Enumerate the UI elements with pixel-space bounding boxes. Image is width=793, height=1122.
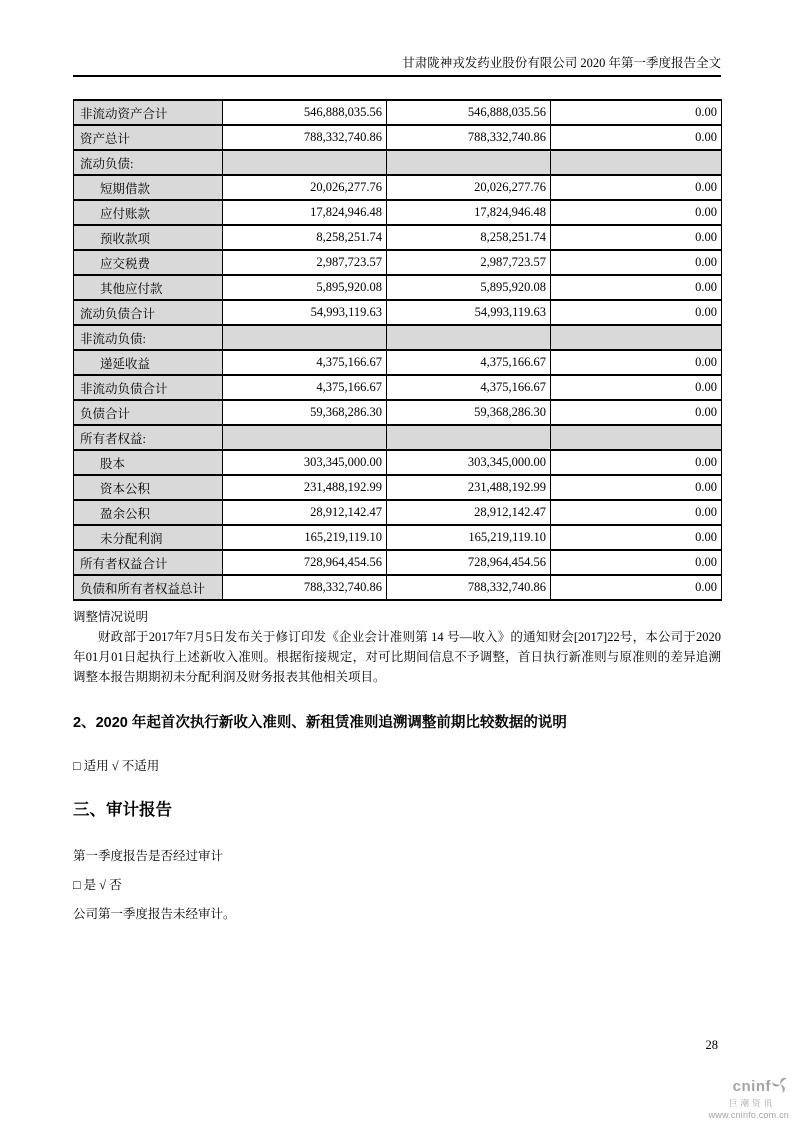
- row-value-2: 2,987,723.57: [387, 250, 551, 275]
- row-label: 其他应付款: [74, 275, 223, 300]
- row-label: 盈余公积: [74, 500, 223, 525]
- row-value-1: 2,987,723.57: [223, 250, 387, 275]
- row-value-2: 5,895,920.08: [387, 275, 551, 300]
- table-row: [74, 525, 722, 550]
- row-value-1: 20,026,277.76: [223, 175, 387, 200]
- row-value-2: 231,488,192.99: [387, 475, 551, 500]
- table-row: [74, 275, 722, 300]
- row-value-2: 54,993,119.63: [387, 300, 551, 325]
- row-value-2: 28,912,142.47: [387, 500, 551, 525]
- row-value-3: 0.00: [551, 550, 722, 575]
- section2-heading: 2、2020 年起首次执行新收入准则、新租赁准则追溯调整前期比较数据的说明: [73, 715, 567, 731]
- section-header-row: [74, 150, 722, 175]
- row-label: 资产总计: [74, 125, 223, 150]
- row-value-2: 788,332,740.86: [387, 575, 551, 600]
- row-value-1: 231,488,192.99: [223, 475, 387, 500]
- row-value-2: 728,964,454.56: [387, 550, 551, 575]
- row-value-2: 59,368,286.30: [387, 400, 551, 425]
- audit-statement: 公司第一季度报告未经审计。: [73, 907, 236, 921]
- row-value-2: [387, 325, 551, 350]
- table-row: [74, 175, 722, 200]
- row-value-3: [551, 425, 722, 450]
- cninfo-logo-row: [709, 1076, 789, 1097]
- row-value-1: 4,375,166.67: [223, 350, 387, 375]
- table-row: [74, 475, 722, 500]
- table-row: [74, 375, 722, 400]
- row-value-1: 728,964,454.56: [223, 550, 387, 575]
- cninfo-swirl-icon: [772, 1076, 789, 1097]
- row-value-1: [223, 325, 387, 350]
- row-value-2: 8,258,251.74: [387, 225, 551, 250]
- table-row: [74, 300, 722, 325]
- adjustment-note-title: 调整情况说明: [73, 610, 149, 624]
- section-header-row: [74, 425, 722, 450]
- row-value-1: 8,258,251.74: [223, 225, 387, 250]
- row-value-3: 0.00: [551, 100, 722, 125]
- row-label: 流动负债:: [74, 150, 223, 175]
- row-label: 资本公积: [74, 475, 223, 500]
- row-value-1: [223, 150, 387, 175]
- row-value-3: 0.00: [551, 375, 722, 400]
- row-value-3: 0.00: [551, 250, 722, 275]
- audit-answer-line: □ 是 √ 否: [73, 878, 122, 892]
- row-value-2: 546,888,035.56: [387, 100, 551, 125]
- row-value-3: 0.00: [551, 125, 722, 150]
- balance-sheet-body: [74, 100, 722, 600]
- page-number: 28: [705, 1038, 718, 1052]
- row-label: 未分配利润: [74, 525, 223, 550]
- section-header-row: [74, 325, 722, 350]
- row-label: 所有者权益合计: [74, 550, 223, 575]
- cninfo-logo: [709, 1076, 789, 1120]
- audit-question: 第一季度报告是否经过审计: [73, 849, 224, 863]
- row-label: 非流动负债:: [74, 325, 223, 350]
- row-label: 应付账款: [74, 200, 223, 225]
- section3-heading: 三、审计报告: [73, 801, 172, 819]
- row-value-1: 788,332,740.86: [223, 125, 387, 150]
- row-value-2: [387, 150, 551, 175]
- row-value-1: 54,993,119.63: [223, 300, 387, 325]
- table-row: [74, 350, 722, 375]
- row-value-1: 546,888,035.56: [223, 100, 387, 125]
- row-value-3: 0.00: [551, 575, 722, 600]
- row-value-3: 0.00: [551, 475, 722, 500]
- row-value-2: 4,375,166.67: [387, 350, 551, 375]
- row-value-1: 303,345,000.00: [223, 450, 387, 475]
- table-row: [74, 450, 722, 475]
- row-label: 负债合计: [74, 400, 223, 425]
- row-value-2: 20,026,277.76: [387, 175, 551, 200]
- table-row: [74, 250, 722, 275]
- row-value-3: 0.00: [551, 275, 722, 300]
- row-value-3: 0.00: [551, 200, 722, 225]
- row-value-1: 59,368,286.30: [223, 400, 387, 425]
- row-label: 流动负债合计: [74, 300, 223, 325]
- row-label: 应交税费: [74, 250, 223, 275]
- row-value-1: 788,332,740.86: [223, 575, 387, 600]
- table-row: [74, 550, 722, 575]
- row-value-2: 788,332,740.86: [387, 125, 551, 150]
- row-value-3: [551, 325, 722, 350]
- row-label: 短期借款: [74, 175, 223, 200]
- row-label: 股本: [74, 450, 223, 475]
- row-value-3: 0.00: [551, 500, 722, 525]
- section2-applicability-line: □ 适用 √ 不适用: [73, 759, 160, 773]
- row-value-1: 28,912,142.47: [223, 500, 387, 525]
- row-value-3: 0.00: [551, 400, 722, 425]
- row-label: 非流动负债合计: [74, 375, 223, 400]
- table-row: [74, 400, 722, 425]
- balance-sheet-table: [73, 99, 722, 601]
- row-label: 预收款项: [74, 225, 223, 250]
- table-row: [74, 225, 722, 250]
- row-value-3: 0.00: [551, 350, 722, 375]
- report-title: 甘肃陇神戎发药业股份有限公司 2020 年第一季度报告全文: [402, 56, 721, 70]
- cninfo-logo-text: cninf: [732, 1078, 771, 1095]
- row-value-3: [551, 150, 722, 175]
- row-value-2: 165,219,119.10: [387, 525, 551, 550]
- row-value-1: 4,375,166.67: [223, 375, 387, 400]
- row-value-2: 4,375,166.67: [387, 375, 551, 400]
- row-value-1: 17,824,946.48: [223, 200, 387, 225]
- row-label: 所有者权益:: [74, 425, 223, 450]
- row-value-3: 0.00: [551, 300, 722, 325]
- row-value-3: 0.00: [551, 525, 722, 550]
- row-label: 非流动资产合计: [74, 100, 223, 125]
- table-row: [74, 500, 722, 525]
- table-row: [74, 125, 722, 150]
- row-value-1: 165,219,119.10: [223, 525, 387, 550]
- cninfo-logo-chinese: 巨潮资讯: [728, 1098, 775, 1108]
- row-value-2: 17,824,946.48: [387, 200, 551, 225]
- adjustment-note-paragraph: 财政部于2017年7月5日发布关于修订印发《企业会计准则第 14 号—收入》的通知财会[2017]22号，本公司于2020年01月01日起执行上述新收入准则。根据衔接规定，对可比期间信息不予调整，首日执行新准则与原准则的差异追溯调整本报告期期初未分配利润及财务报表其他相关项目。: [73, 630, 721, 684]
- row-value-2: [387, 425, 551, 450]
- row-value-1: 5,895,920.08: [223, 275, 387, 300]
- table-row: [74, 100, 722, 125]
- row-value-3: 0.00: [551, 450, 722, 475]
- row-value-3: 0.00: [551, 225, 722, 250]
- table-row: [74, 200, 722, 225]
- row-value-3: 0.00: [551, 175, 722, 200]
- row-label: 递延收益: [74, 350, 223, 375]
- page-header: [73, 54, 721, 77]
- table-row: [74, 575, 722, 600]
- row-value-1: [223, 425, 387, 450]
- row-label: 负债和所有者权益总计: [74, 575, 223, 600]
- row-value-2: 303,345,000.00: [387, 450, 551, 475]
- cninfo-logo-url: www.cninfo.com.cn: [708, 1109, 789, 1120]
